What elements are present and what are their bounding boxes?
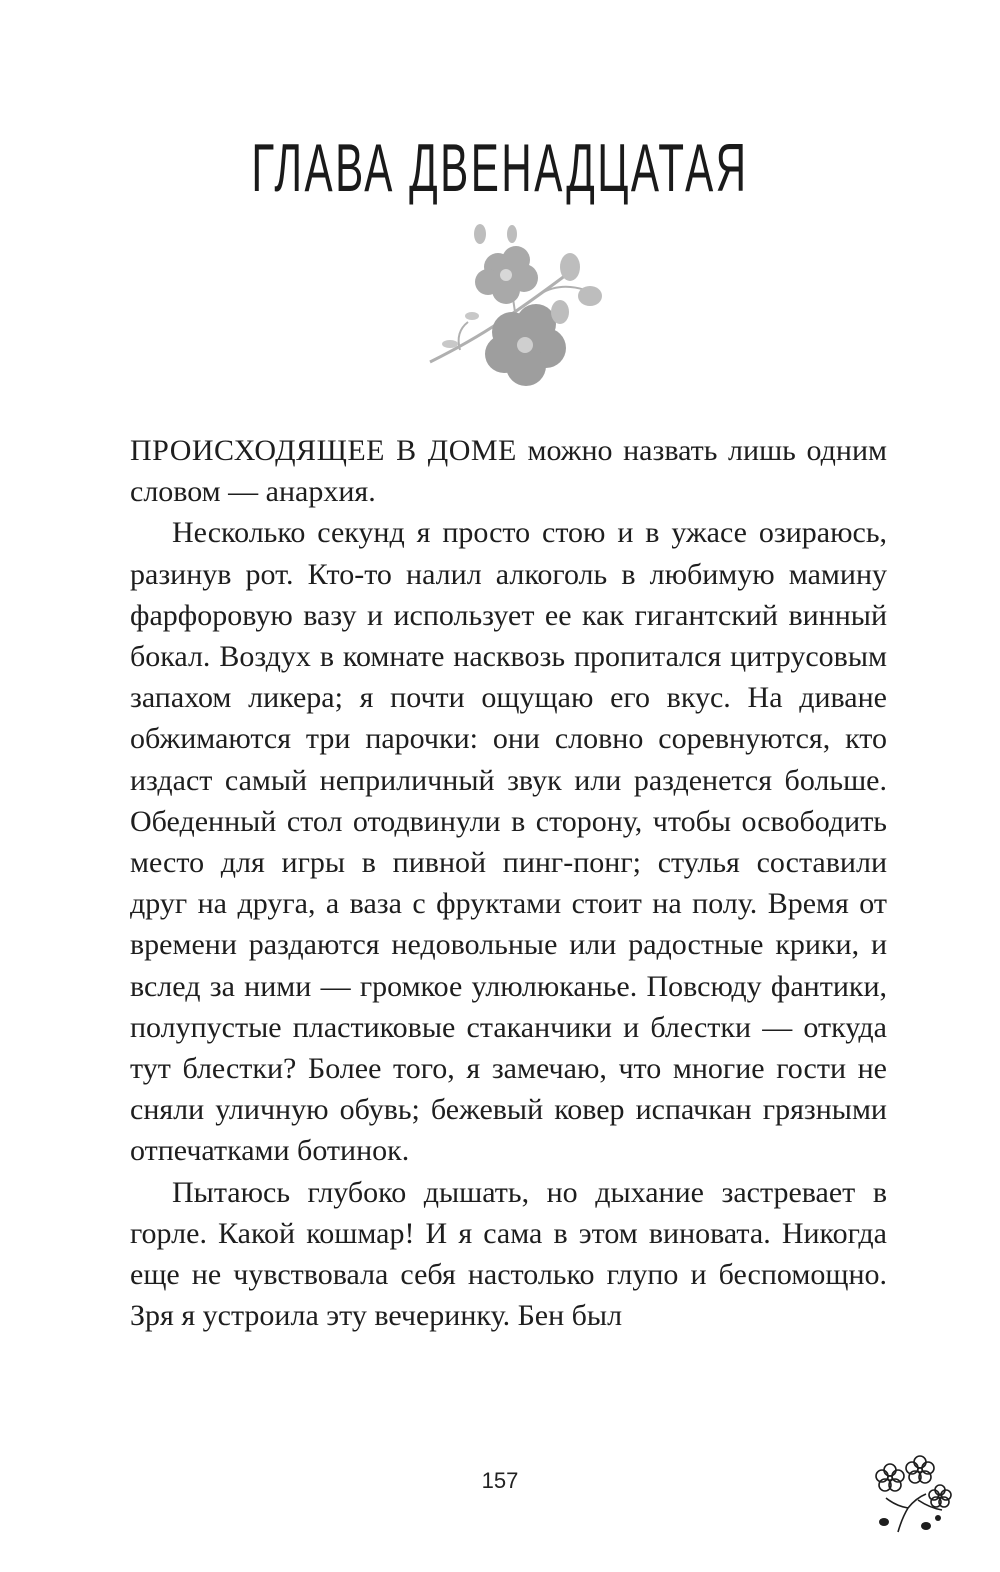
paragraph-1 [130, 430, 887, 512]
paragraph-3: Пытаюсь глубоко дышать, но дыхание застревает в горле. Какой кошмар! И я сама в этом виновата. Никогда еще не чувствовала себя настолько глупо и беспомощно. Зря я устроила эту вечеринку. Бен был [130, 1175, 887, 1333]
paragraph-1-text: можно назвать лишь одним словом — анархия. [130, 434, 887, 509]
lead-caps: ПРОИСХОДЯЩЕЕ В ДОМЕ [130, 434, 517, 467]
blossom-sketch-icon [868, 1448, 958, 1538]
page-number: 157 [481, 1468, 519, 1493]
cherry-blossom-icon [420, 212, 610, 398]
chapter-title: ГЛАВА ДВЕНАДЦАТАЯ [251, 130, 749, 206]
paragraph-2: Несколько секунд я просто стою и в ужасе озираюсь, разинув рот. Кто-то налил алкоголь в любимую мамину фарфоровую вазу и использует ее как гигантский винный бокал. Воздух в комнате насквозь пропитался цитрусовым запахом ликера; я почти ощущаю его вкус. На диване обжимаются три парочки: они словно соревнуются, кто издаст самый неприличный звук или разденется больше. Обеденный стол отодвинули в сторону, чтобы освободить место для игры в пивной пинг-понг; стулья составили друг на друга, а ваза с фруктами стоит на полу. Время от времени раздаются недовольные или радостные крики, и вслед за ними — громкое улюлюканье. Повсюду фантики, полупустые пластиковые стаканчики и блестки — откуда тут блестки? Более того, я замечаю, что многие гости не сняли уличную обувь; бежевый ковер испачкан грязными отпечатками ботинок. [130, 516, 887, 1168]
body-text [130, 430, 887, 1336]
